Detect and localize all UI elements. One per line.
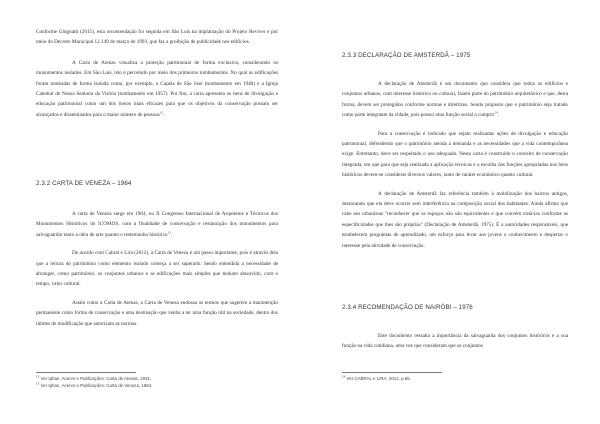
section-amsterda — [342, 52, 568, 251]
section-veneza — [36, 180, 278, 329]
paragraph: A declaração de Amsterdã é um documento que considera que todos os edifícios e conjuntos urbanos, com interesse histórico ou cultural, fazem parte do patrimônio arquitetônico e que, desta forma, devem ser protegidos conforme normas e diretrizes. Sendo proposto que o patrimônio seja tratado como parte integrante da cidade, pois possui uma função social a cumprir$^{14}$. — [342, 81, 568, 119]
paragraph: Assim como a Carta de Atenas, a Carta de Veneza endossa os termos que sugerem a manutenção permanente como forma de conservação e uma destinação que venha a ter uma função útil na sociedade, dentro dos limites de modificação que autorizam as normas. — [36, 299, 278, 327]
section-heading: 2.3.2 CARTA DE VENEZA – 1964 — [36, 180, 132, 187]
footnote-divider — [342, 372, 442, 373]
section-heading: 2.3.3 DECLARAÇÃO DE AMSTERDÃ – 1975 — [342, 52, 471, 59]
paragraph: Este documento ressalta a importância da salvaguarda dos conjuntos históricos e a sua função na vida cotidiana, uma vez que consideram que os conjuntos — [342, 333, 568, 350]
right-page — [300, 0, 600, 424]
footnote-ref[interactable]: 13 — [167, 230, 171, 235]
footnote: $^{13}$ Ver Iphan, Acervo e Publicações: Carta de Veneza, 1964. — [36, 381, 153, 388]
footnote: $^{12}$ Ver Iphan, Acervo e Publicações: Carta de Atenas, 1931. — [36, 374, 152, 381]
paragraph: Para a conservação é indicado que sejam realizadas ações de divulgação e educação patrimonial, defendendo que o patrimônio atenda a demanda e as necessidades que a vida contemporânea exige. Entretanto, deve ser respeitado o uso adequado. Nesta carta é construído o conceito de conservação integrada, em que para que seja realizada a aplicação técnicas e a escolha das funções apropriadas nos bens históricos devem-se considerar diversos valores, tanto de caráter econômico quanto cultural. — [342, 130, 568, 179]
footnote: $^{14}$ Ver CABRAL e LIRA, 2012, p.65. — [342, 374, 411, 381]
footnote-ref[interactable]: 14 — [494, 110, 498, 115]
paragraph: De acordo com Cabral e Lira (2012), a Carta de Veneza é um passo importante, pois é através dela que a leitura do patrimônio como elemento isolado começa a ser superado. Sendo entendida a necessidade de abranger, como patrimônio, os conjuntos urbanos e as edificações mais simples que tenham absorvido, com o tempo, valor cultural. — [36, 250, 278, 288]
paragraph: A carta de Veneza surge em 1964, no II Congresso Internacional de Arquitetos e Técnicos dos Monumentos Históricos do ICOMOS, com a finalidade de conservação e restauração dos monumentos para salvaguardar tanto a obra de arte quanto o testemunho histórico$^{13}$. — [36, 211, 278, 238]
paragraph: A Carta de Atenas visualiza a proteção patrimonial de forma exclusiva, considerando os monumentos isolados. Em São Luís, isto é percebido por meio dos primeiros tombamentos. No qual as edificações foram tombadas de forma isolada como, por exemplo, a Capela de São José (tombamento em 1940) e a Igreja Catedral de Nossa Senhora da Vitória (tombamento em 1957). Por fim, a carta apresenta os itens de divulgação e educação patrimonial como um dos meios mais eficazes para que os objetivos da conservação possam ser alcançados e disseminados para o maior número de pessoas$^{12}$. — [36, 59, 278, 118]
footnote-ref[interactable]: 12 — [159, 110, 163, 115]
left-intro — [36, 27, 278, 120]
footnotes — [342, 372, 568, 383]
section-heading: 2.3.4 RECOMENDAÇÃO DE NAIRÓBI – 1976 — [342, 304, 473, 311]
paragraph: Conforme Ghignatti (2015), esta recomendação foi seguida em São Luís na implantação do Projeto Reviver e por meio do Decreto Municipal 12.149 de março de 1993, que faz a proibição de publicidade nos edifícios. — [36, 29, 278, 46]
footnote-divider — [36, 372, 136, 373]
footnotes — [36, 372, 278, 390]
section-nairobi — [342, 304, 568, 352]
paragraph: A declaração de Amsterdã faz referência também à mobilização dos bairros antigos, destacando que ela deve ocorrer sem interferência na composição social dos habitantes. Ainda afirma que cabe aos urbanistas "reconhecer que os espaços não são equivalentes e que convém tratá-los conforme as especificidades que lhes são próprias" (Declaração de Amsterdã, 1975). É a autoridades responsáveis, que estabelecem programas de aprendizado, um esforço para levar aos jovens o conhecimento e despertar o interesse pela atividade de conservação. — [342, 190, 568, 249]
